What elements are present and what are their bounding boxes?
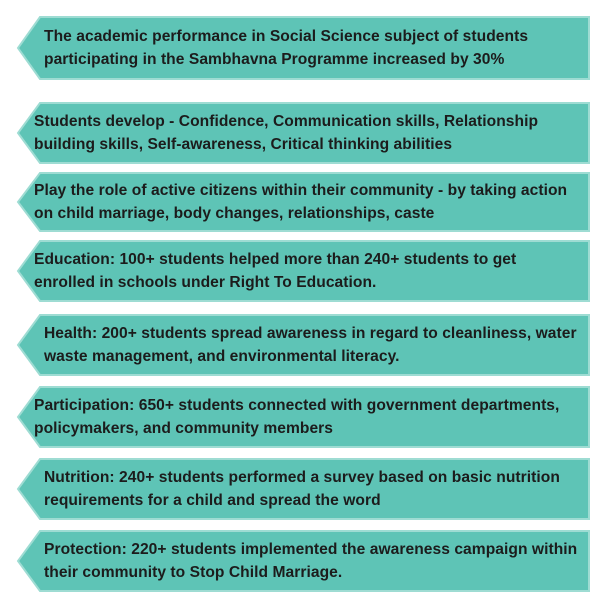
banner-4 (16, 240, 590, 302)
banner-text: Students develop - Confidence, Communication skills, Relationship building skills, Self-awareness, Critical thinking abilities (34, 113, 539, 153)
banner-2 (16, 102, 590, 164)
banner-text: Nutrition: 240+ students performed a survey based on basic nutrition requirements for a child and spread the word (44, 469, 560, 509)
banner-text: Play the role of active citizens within their community - by taking action on child marriage, body changes, relationships, caste (34, 182, 568, 222)
banner-text: Protection: 220+ students implemented the awareness campaign within their community to Stop Child Marriage. (44, 541, 578, 581)
banner-6 (16, 386, 590, 448)
banner-text: Health: 200+ students spread awareness in regard to cleanliness, water waste management, and environmental literacy. (44, 325, 577, 365)
banner-text: Participation: 650+ students connected with government departments, policymakers, and community members (34, 397, 560, 437)
banner-1 (16, 16, 590, 80)
banner-5 (16, 314, 590, 376)
banner-3 (16, 172, 590, 232)
banner-text: The academic performance in Social Science subject of students participating in the Sambhavna Programme increased by 30% (44, 28, 529, 68)
banner-8 (16, 530, 590, 592)
banner-7 (16, 458, 590, 520)
banner-text: Education: 100+ students helped more than 240+ students to get enrolled in schools under Right To Education. (34, 251, 517, 291)
